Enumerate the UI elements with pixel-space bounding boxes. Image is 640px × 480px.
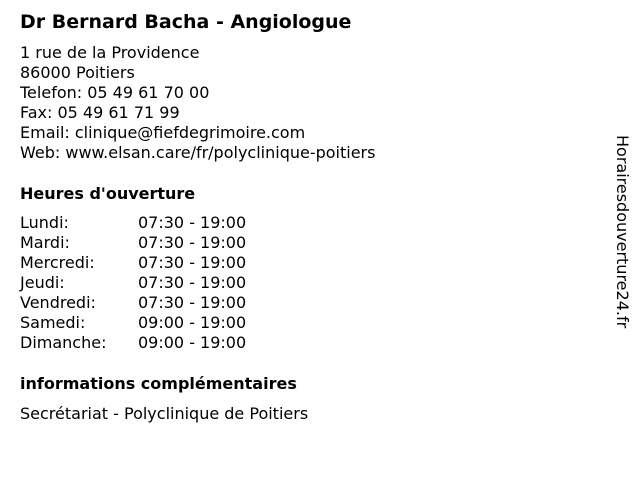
contact-block	[20, 43, 375, 163]
address-city: 86000 Poitiers	[20, 63, 135, 82]
time-range: 07:30 - 19:00	[138, 213, 247, 232]
hours-row	[20, 333, 246, 353]
day-label: Jeudi:	[20, 273, 65, 292]
day-label: Samedi:	[20, 313, 86, 332]
day-label: Dimanche:	[20, 333, 107, 352]
page-title: Dr Bernard Bacha - Angiologue	[20, 11, 352, 33]
hours-row	[20, 253, 246, 273]
opening-hours-list	[20, 213, 246, 353]
day-label: Mercredi:	[20, 253, 95, 272]
time-range: 07:30 - 19:00	[138, 273, 247, 292]
time-range: 07:30 - 19:00	[138, 233, 247, 252]
hours-row	[20, 213, 246, 233]
fax-line: Fax: 05 49 61 71 99	[20, 103, 180, 122]
day-label: Mardi:	[20, 233, 70, 252]
hours-row	[20, 293, 246, 313]
email-line: Email: clinique@fiefdegrimoire.com	[20, 123, 306, 142]
address-street: 1 rue de la Providence	[20, 43, 200, 62]
web-line: Web: www.elsan.care/fr/polyclinique-poitiers	[20, 143, 376, 162]
time-range: 09:00 - 19:00	[138, 333, 247, 352]
time-range: 07:30 - 19:00	[138, 253, 247, 272]
hours-row	[20, 313, 246, 333]
additional-info-heading: informations complémentaires	[20, 374, 297, 393]
opening-hours-heading: Heures d'ouverture	[20, 184, 196, 203]
site-watermark: Horairesdouverture24.fr	[613, 135, 632, 329]
hours-row	[20, 273, 246, 293]
time-range: 07:30 - 19:00	[138, 293, 247, 312]
day-label: Vendredi:	[20, 293, 96, 312]
time-range: 09:00 - 19:00	[138, 313, 247, 332]
phone-line: Telefon: 05 49 61 70 00	[20, 83, 210, 102]
hours-row	[20, 233, 246, 253]
day-label: Lundi:	[20, 213, 69, 232]
additional-info-text: Secrétariat - Polyclinique de Poitiers	[20, 404, 309, 423]
